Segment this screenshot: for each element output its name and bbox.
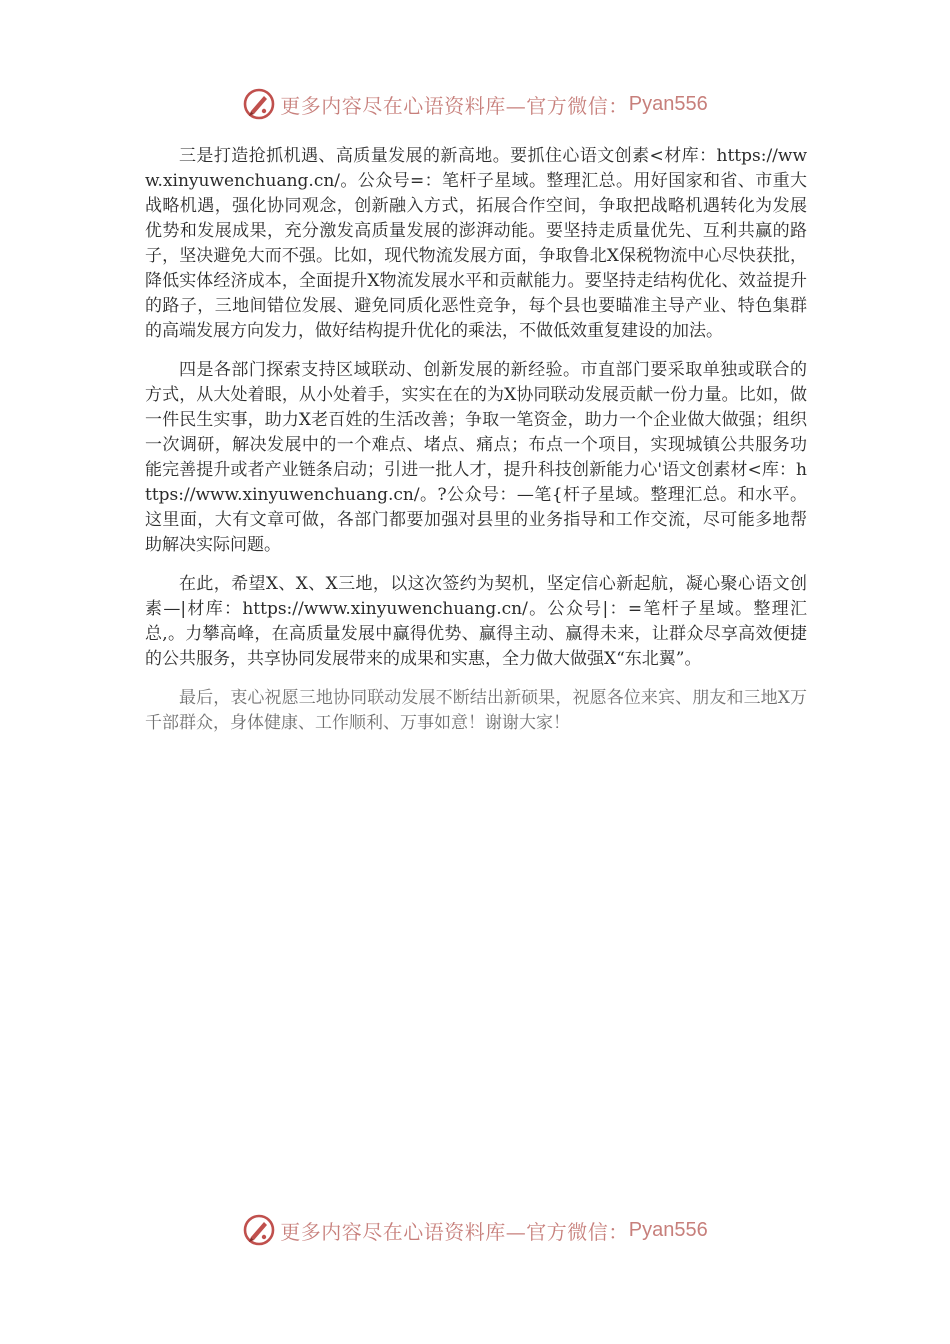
pen-nib-logo-icon	[242, 87, 276, 121]
footer-wechat-id: Pyan556	[628, 1218, 708, 1241]
header-wechat-id: Pyan556	[628, 92, 708, 115]
document-body	[145, 144, 807, 750]
footer-banner-text: 更多内容尽在心语资料库—官方微信：	[280, 1219, 629, 1244]
header-banner	[0, 84, 950, 124]
header-banner-text: 更多内容尽在心语资料库—官方微信：	[280, 93, 629, 118]
paragraph-3: 在此，希望X、X、X三地，以这次签约为契机，坚定信心新起航，凝心聚心语文创素—|材库：https://www.xinyuwenchuang.cn/。公众号|：=笔杆子星域。整理汇总,。力攀高峰，在高质量发展中赢得优势、赢得主动、赢得未来，让群众尽享高效便捷的公共服务，共享协同发展带来的成果和实惠，全力做大做强X“东北翼”。	[145, 574, 807, 669]
footer-banner	[0, 1210, 950, 1250]
paragraph-1: 三是打造抢抓机遇、高质量发展的新高地。要抓住心语文创素<材库：https://www.xinyuwenchuang.cn/。公众号=：笔杆子星域。整理汇总。用好国家和省、市重大战略机遇，强化协同观念，创新融入方式，拓展合作空间，争取把战略机遇转化为发展优势和发展成果，充分激发高质量发展的澎湃动能。要坚持走质量优先、互利共赢的路子，坚决避免大而不强。比如，现代物流发展方面，争取鲁北X保税物流中心尽快获批，降低实体经济成本，全面提升X物流发展水平和贡献能力。要坚持走结构优化、效益提升的路子，三地间错位发展、避免同质化恶性竞争，每个县也要瞄准主导产业、特色集群的高端发展方向发力，做好结构提升优化的乘法，不做低效重复建设的加法。	[145, 146, 807, 341]
pen-nib-logo-icon	[242, 1213, 276, 1247]
paragraph-2: 四是各部门探索支持区域联动、创新发展的新经验。市直部门要采取单独或联合的方式，从大处着眼，从小处着手，实实在在的为X协同联动发展贡献一份力量。比如，做一件民生实事，助力X老百姓的生活改善；争取一笔资金，助力一个企业做大做强；组织一次调研，解决发展中的一个难点、堵点、痛点；布点一个项目，实现城镇公共服务功能完善提升或者产业链条启动；引进一批人才，提升科技创新能力心'语文创素材<库：https://www.xinyuwenchuang.cn/。?公众号：—笔{杆子星域。整理汇总。和水平。这里面，大有文章可做，各部门都要加强对县里的业务指导和工作交流，尽可能多地帮助解决实际问题。	[145, 360, 807, 555]
paragraph-4-closing: 最后，衷心祝愿三地协同联动发展不断结出新硕果，祝愿各位来宾、朋友和三地X万千部群众，身体健康、工作顺利、万事如意！谢谢大家！	[145, 688, 807, 733]
